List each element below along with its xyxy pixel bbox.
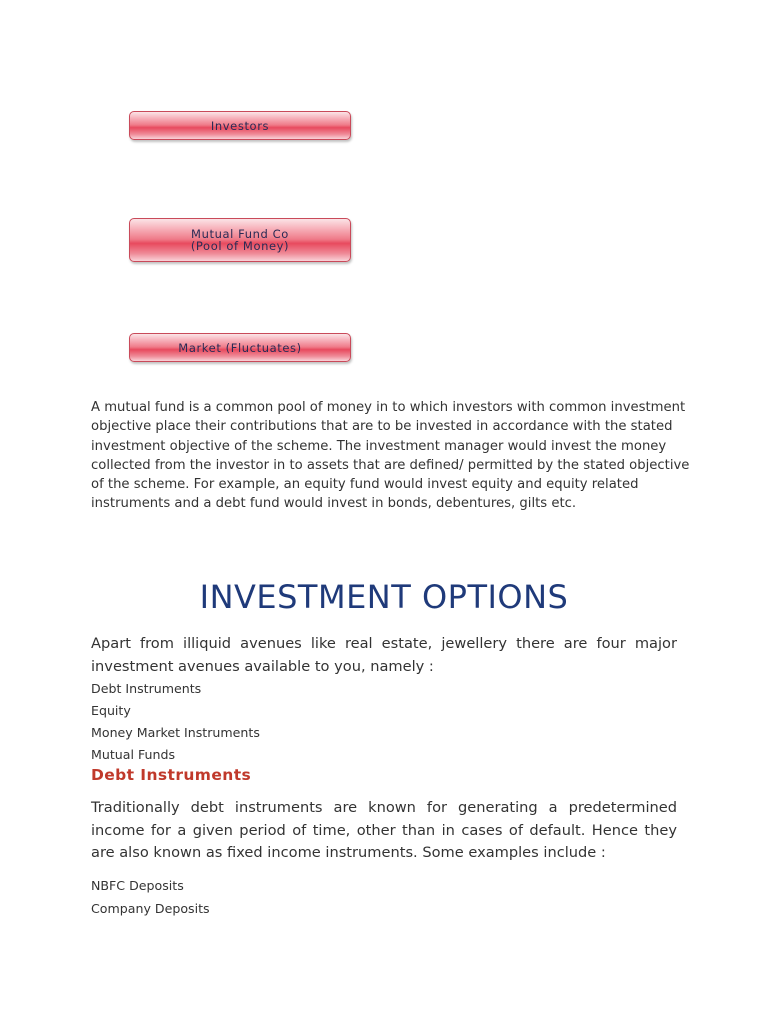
list-item: Money Market Instruments	[91, 725, 260, 740]
avenues-paragraph: Apart from illiquid avenues like real estate, jewellery there are four major investment avenues available to you, namely :	[91, 635, 677, 675]
pool-of-money-label: (Pool of Money)	[190, 239, 290, 253]
debt-examples-list	[91, 874, 210, 920]
list-item: Equity	[91, 703, 131, 718]
investors-box	[129, 111, 351, 140]
debt-instruments-heading: Debt Instruments	[91, 766, 252, 784]
mutual-fund-label: Mutual Fund Co	[191, 227, 289, 241]
investment-options-list	[91, 678, 260, 766]
list-item: Mutual Funds	[91, 747, 176, 762]
list-item: NBFC Deposits	[91, 878, 184, 893]
investors-label: Investors	[210, 118, 270, 133]
investment-options-heading: INVESTMENT OPTIONS	[199, 578, 569, 616]
mutual-fund-box	[129, 218, 351, 262]
list-item: Company Deposits	[91, 901, 210, 916]
market-label: Market (Fluctuates)	[178, 340, 302, 355]
list-item: Debt Instruments	[91, 681, 202, 696]
intro-paragraph: A mutual fund is a common pool of money in to which investors with common investment objective place their contributions that are to be invested in accordance with the stated investment objective of the scheme. The investment manager would invest the money collected from the investor in to assets that are defined/ permitted by the stated objective of the scheme. For example, an equity fund would invest equity and equity related instruments and a debt fund would invest in bonds, debentures, gilts etc.	[91, 400, 690, 512]
debt-paragraph: Traditionally debt instruments are known for generating a predetermined income for a given period of time, other than in cases of default. Hence they are also known as fixed income instruments. Some examples include :	[91, 799, 677, 861]
market-box	[129, 333, 351, 362]
